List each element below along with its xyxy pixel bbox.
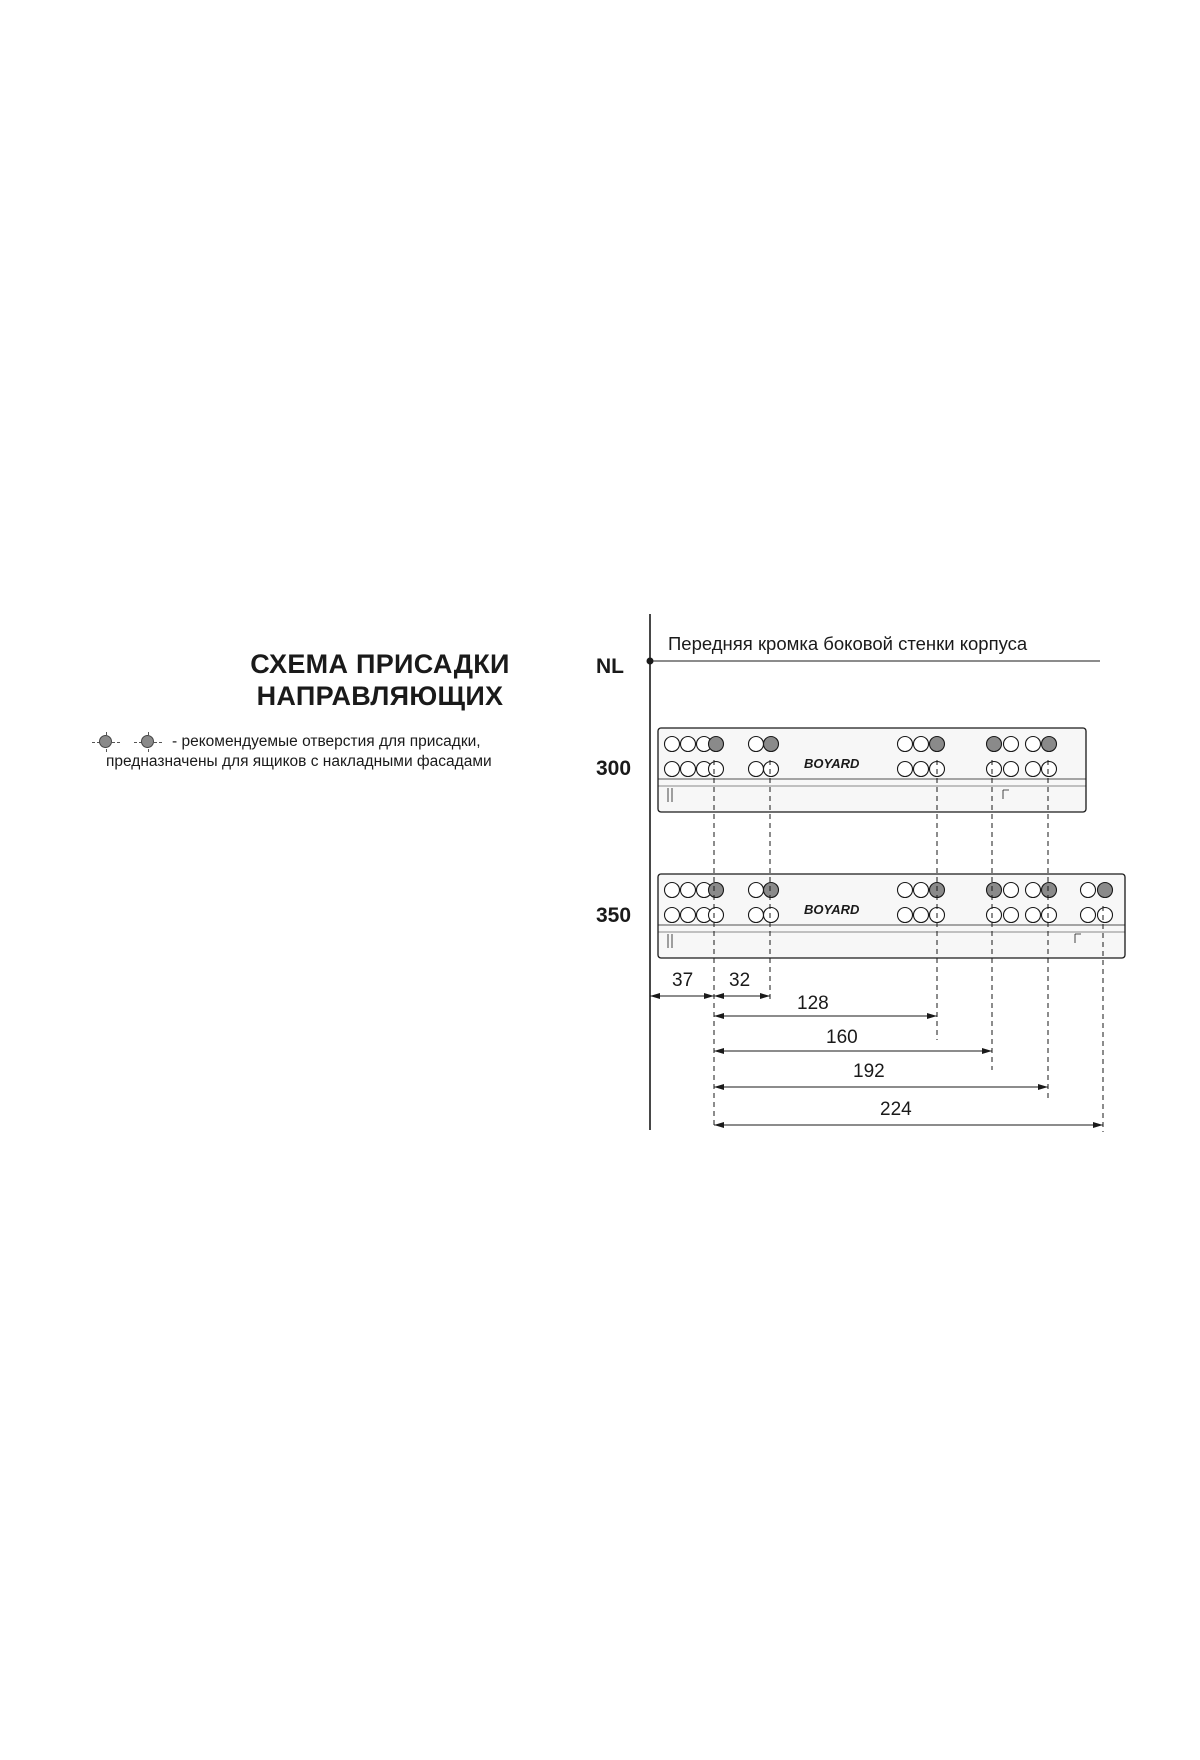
- mounting-hole: [665, 883, 680, 898]
- mounting-hole: [1026, 883, 1041, 898]
- recommended-hole: [1042, 883, 1057, 898]
- recommended-hole: [987, 883, 1002, 898]
- mounting-hole: [898, 883, 913, 898]
- mounting-hole: [1004, 737, 1019, 752]
- mounting-hole: [749, 737, 764, 752]
- mounting-hole: [914, 737, 929, 752]
- legend-text-line-2: предназначены для ящиков с накладными фасадами: [106, 753, 492, 770]
- dim-160: [714, 1027, 992, 1054]
- dim-192: [714, 1061, 1048, 1090]
- mounting-hole: [1004, 883, 1019, 898]
- mounting-hole: [749, 908, 764, 923]
- recommended-hole: [1042, 737, 1057, 752]
- mounting-hole: [898, 908, 913, 923]
- mounting-hole: [764, 762, 779, 777]
- recommended-hole: [930, 737, 945, 752]
- recommended-hole: [764, 883, 779, 898]
- mounting-hole: [709, 762, 724, 777]
- mounting-hole: [1042, 908, 1057, 923]
- mounting-hole: [898, 762, 913, 777]
- rail-brand: BOYARD: [804, 902, 860, 917]
- mounting-hole: [1042, 762, 1057, 777]
- mounting-hole: [1026, 762, 1041, 777]
- mounting-hole: [987, 762, 1002, 777]
- datum-point: [647, 658, 654, 665]
- mounting-hole: [987, 908, 1002, 923]
- mounting-hole: [1026, 737, 1041, 752]
- mounting-hole: [764, 908, 779, 923]
- dim-224: [714, 1099, 1103, 1128]
- dim-label: 192: [853, 1061, 885, 1082]
- mounting-hole: [914, 908, 929, 923]
- rail-length-label: 300: [596, 757, 632, 780]
- mounting-hole: [681, 908, 696, 923]
- recommended-hole: [764, 737, 779, 752]
- recommended-hole: [709, 737, 724, 752]
- mounting-hole: [914, 883, 929, 898]
- mounting-hole: [898, 737, 913, 752]
- dim-label: 128: [797, 993, 829, 1014]
- rail-length-label: 350: [596, 904, 632, 927]
- mounting-hole: [665, 908, 680, 923]
- title-line-1: СХЕМА ПРИСАДКИ: [250, 649, 510, 679]
- dim-label: 32: [729, 970, 751, 991]
- mounting-hole: [665, 737, 680, 752]
- mounting-hole: [1081, 908, 1096, 923]
- front-edge-caption: Передняя кромка боковой стенки корпуса: [668, 633, 1028, 654]
- mounting-hole: [749, 883, 764, 898]
- mounting-hole: [681, 762, 696, 777]
- dim-37: [650, 970, 714, 999]
- dim-128: [714, 993, 937, 1019]
- recommended-hole: [709, 883, 724, 898]
- dim-label: 224: [880, 1099, 912, 1120]
- dimensions: [650, 970, 1103, 1128]
- nl-label: NL: [596, 655, 624, 678]
- mounting-hole: [1081, 883, 1096, 898]
- title-line-2: НАПРАВЛЯЮЩИХ: [256, 681, 504, 711]
- mounting-hole: [749, 762, 764, 777]
- rail-brand: BOYARD: [804, 756, 860, 771]
- mounting-hole: [709, 908, 724, 923]
- dim-label: 37: [672, 970, 694, 991]
- dim-32: [714, 970, 770, 999]
- mounting-hole: [681, 737, 696, 752]
- recommended-hole: [1098, 883, 1113, 898]
- datum-nl: [596, 614, 1100, 1130]
- mounting-hole: [914, 762, 929, 777]
- legend-text-line-1: - рекомендуемые отверстия для присадки,: [172, 733, 481, 750]
- rail-300: [596, 728, 1086, 812]
- recommended-hole: [987, 737, 1002, 752]
- mounting-hole: [1026, 908, 1041, 923]
- mounting-hole: [681, 883, 696, 898]
- rail-350: [596, 874, 1125, 958]
- mounting-hole: [665, 762, 680, 777]
- dim-label: 160: [826, 1027, 858, 1048]
- mounting-hole: [1004, 908, 1019, 923]
- mounting-hole: [1004, 762, 1019, 777]
- mounting-hole: [1098, 908, 1113, 923]
